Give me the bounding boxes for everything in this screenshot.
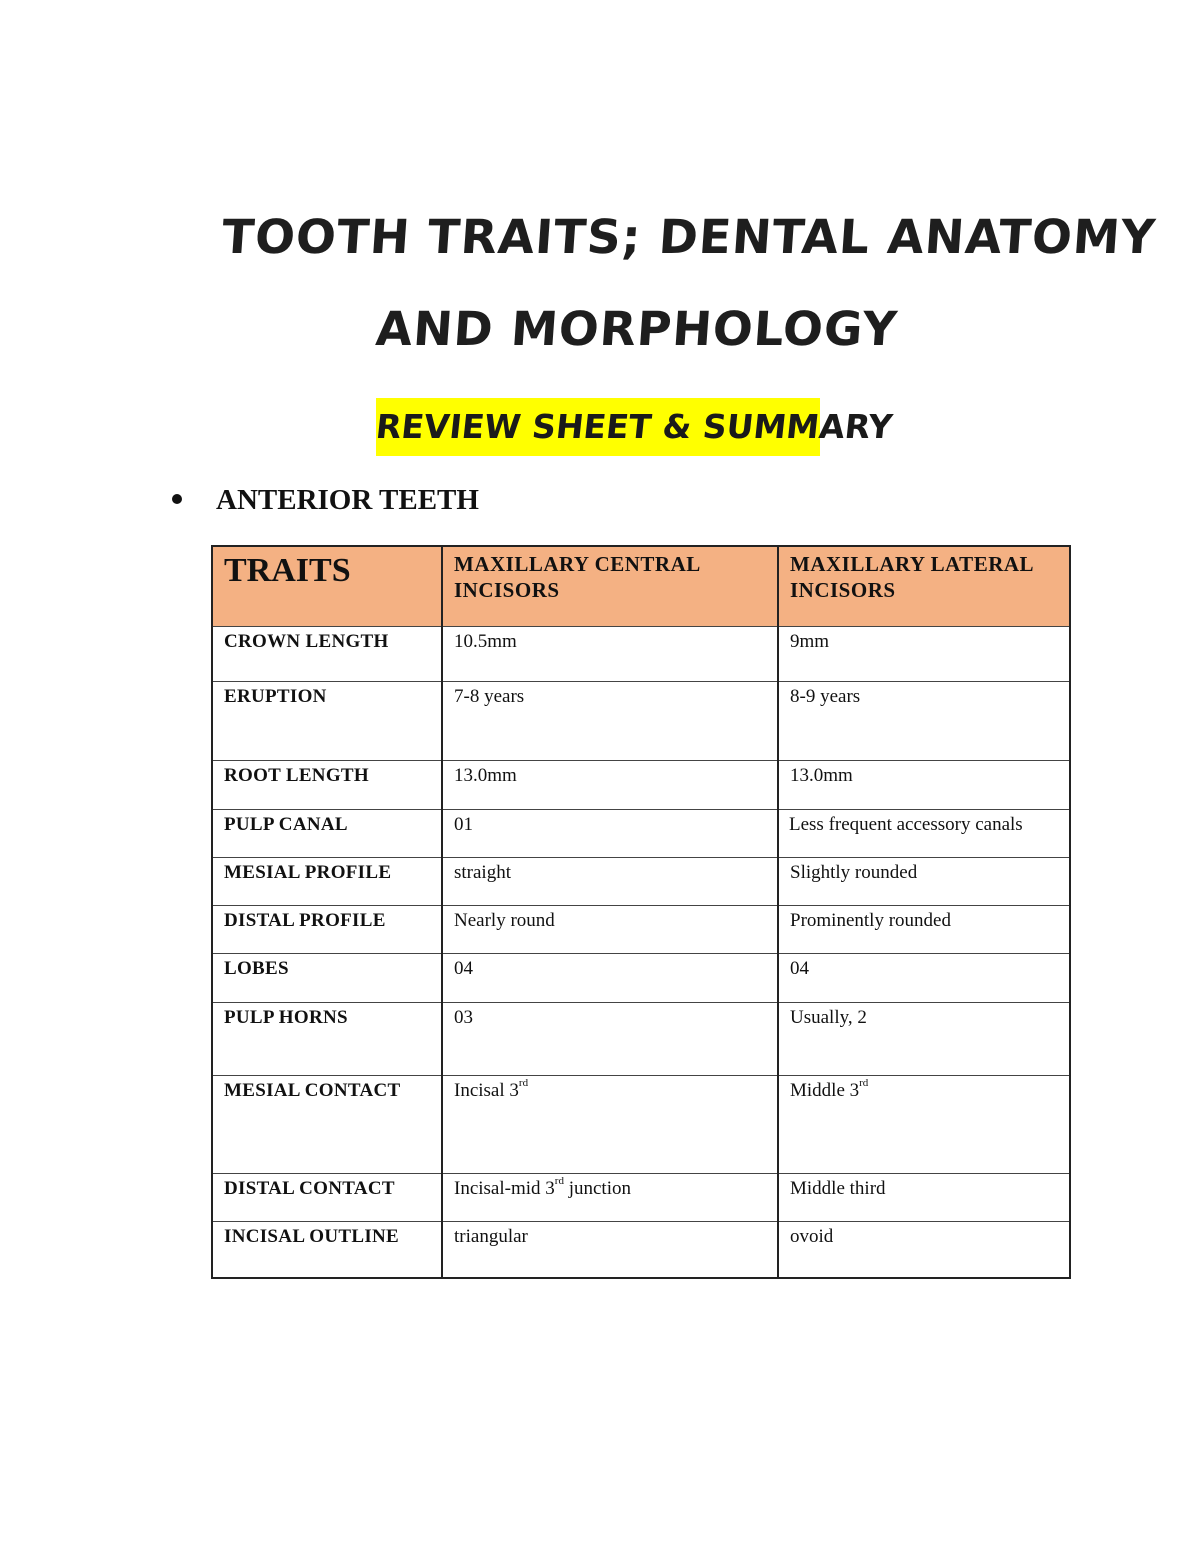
lateral-value: 9mm [778,626,1070,681]
ordinal-suffix: rd [518,1077,529,1090]
trait-name: INCISAL OUTLINE [212,1221,442,1278]
lateral-value: 04 [778,953,1070,1002]
table-row [212,857,1070,905]
trait-name: PULP HORNS [212,1002,442,1075]
lateral-value: Middle third [778,1173,1070,1221]
subtitle-text: REVIEW SHEET & SUMMARY [374,407,895,446]
lateral-value: Less frequent accessory canals [778,809,1070,857]
ordinal-suffix: rd [859,1077,869,1090]
table-row [212,953,1070,1002]
table-row [212,1075,1070,1173]
bullet-icon [172,494,182,504]
table-row [212,1221,1070,1278]
table-row [212,1173,1070,1221]
traits-table [211,545,1071,1279]
table-row [212,626,1070,681]
central-value: straight [442,857,778,905]
section-heading-text: ANTERIOR TEETH [216,484,479,516]
trait-name: ERUPTION [212,681,442,760]
lateral-value [778,1075,1070,1173]
central-value [442,1075,778,1173]
document-title-line-2: AND MORPHOLOGY [374,302,900,357]
trait-name: PULP CANAL [212,809,442,857]
header-traits: TRAITS [212,546,442,626]
lateral-value: Slightly rounded [778,857,1070,905]
highlighted-subtitle [374,398,895,456]
lateral-value: Prominently rounded [778,905,1070,953]
trait-name: LOBES [212,953,442,1002]
central-value: 03 [442,1002,778,1075]
document-title-line-1: TOOTH TRAITS; DENTAL ANATOMY [220,210,1158,265]
trait-name: CROWN LENGTH [212,626,442,681]
trait-name: MESIAL PROFILE [212,857,442,905]
central-value [442,1173,778,1221]
central-value-text: Incisal-mid 3 [454,1177,555,1199]
table-header-row [212,546,1070,626]
header-lateral-incisors: MAXILLARY LATERAL INCISORS [778,546,1070,626]
trait-name: DISTAL CONTACT [212,1173,442,1221]
lateral-value-text: Middle 3 [790,1079,860,1101]
header-central-incisors: MAXILLARY CENTRAL INCISORS [442,546,778,626]
trait-name: MESIAL CONTACT [212,1075,442,1173]
trait-name: DISTAL PROFILE [212,905,442,953]
lateral-value: Usually, 2 [778,1002,1070,1075]
trait-name: ROOT LENGTH [212,760,442,809]
table-row [212,809,1070,857]
table-row [212,1002,1070,1075]
lateral-value: 8-9 years [778,681,1070,760]
table-row [212,760,1070,809]
central-value-text: Incisal 3 [454,1079,519,1101]
lateral-value: 13.0mm [778,760,1070,809]
central-value: Nearly round [442,905,778,953]
table-row [212,681,1070,760]
central-value: 13.0mm [442,760,778,809]
central-value: 7-8 years [442,681,778,760]
central-value: 10.5mm [442,626,778,681]
section-heading [172,484,479,517]
central-value-tail: junction [563,1177,631,1199]
central-value: 04 [442,953,778,1002]
table-row [212,905,1070,953]
central-value: triangular [442,1221,778,1278]
lateral-value: ovoid [778,1221,1070,1278]
ordinal-suffix: rd [554,1175,564,1188]
central-value: 01 [442,809,778,857]
